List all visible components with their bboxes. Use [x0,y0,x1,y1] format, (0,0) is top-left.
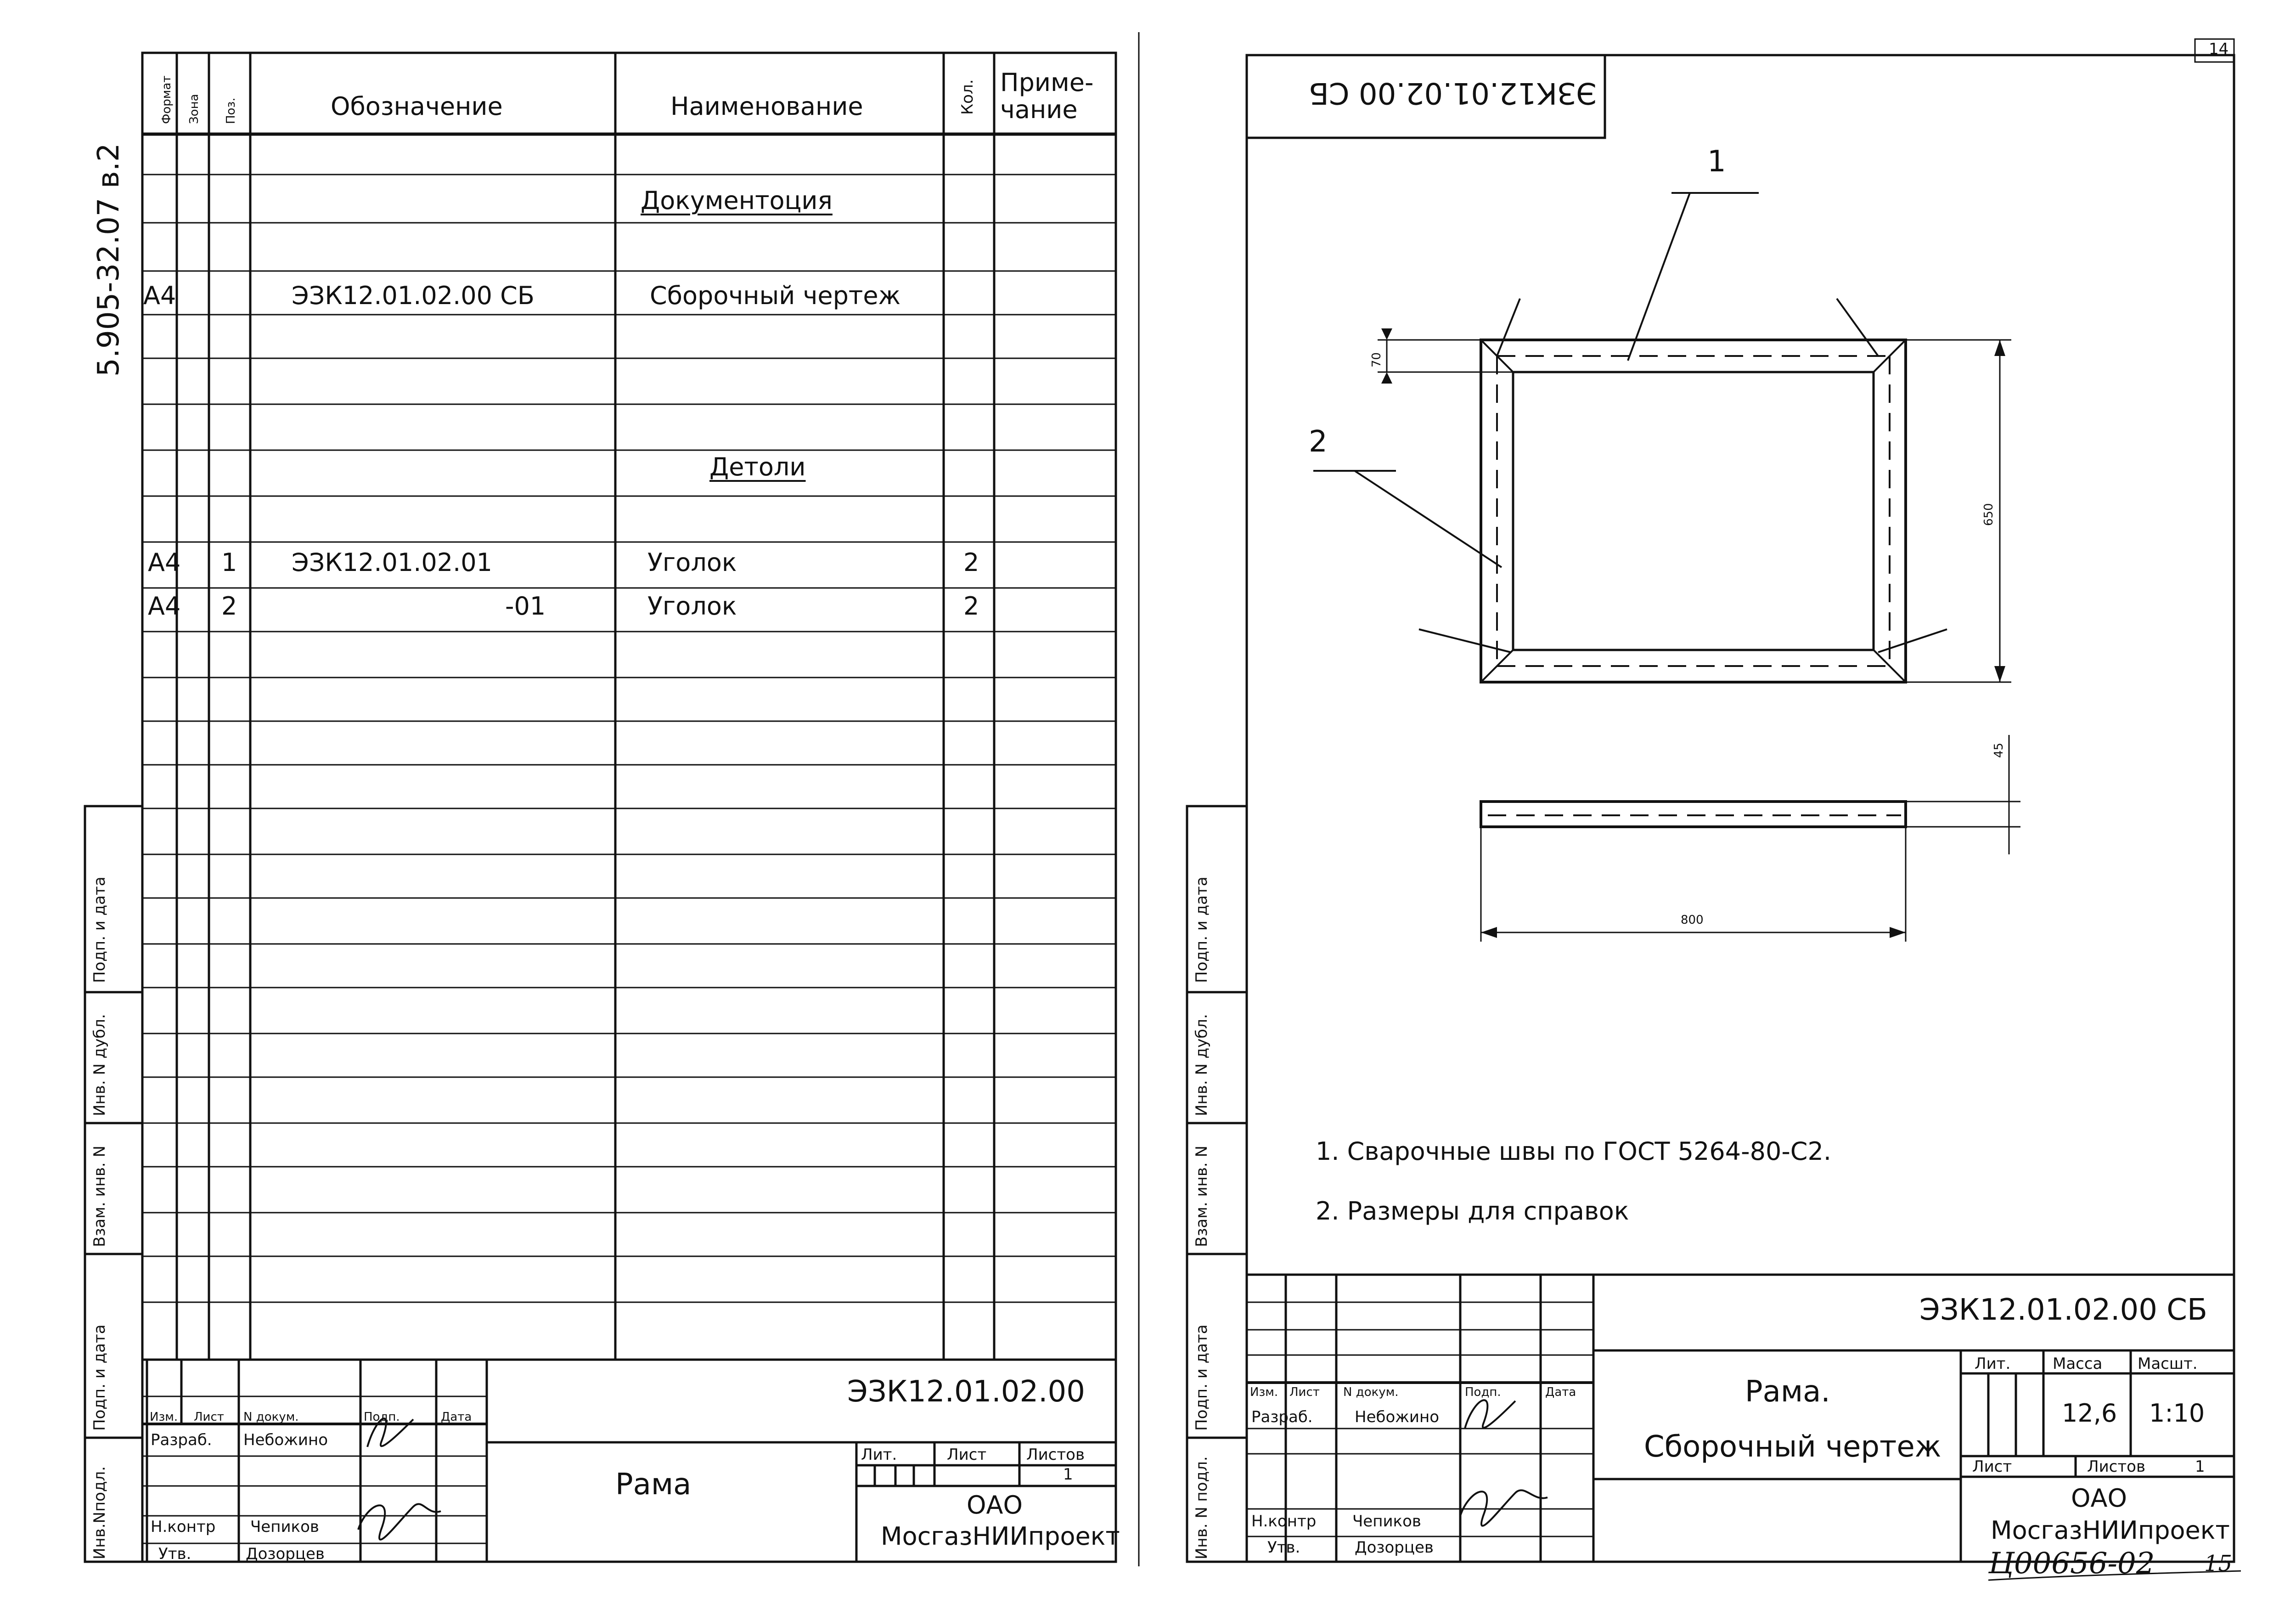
row-designation: -01 [505,592,546,621]
org-line-2: МосгазНИИпроект [1991,1516,2230,1545]
sheets-value: 1 [1063,1465,1073,1484]
scale-value: 1:10 [2149,1399,2205,1428]
role-approved: Утв. [1267,1538,1300,1557]
col-ndoc: N докум. [243,1410,299,1424]
row-position: 2 [221,592,237,621]
side-label-inv-dup: Инв. N дубл. [90,1014,109,1116]
lit-label: Лит. [861,1446,897,1464]
side-label-inv-original: Инв.Nподл. [90,1466,109,1559]
col-sign: Подп. [1465,1385,1501,1399]
stamp-code-inverted: ЭЗК12.01.02.00 СБ [1309,76,1597,110]
sheets-label: Листов [2087,1457,2146,1476]
sheets-label: Листов [1026,1446,1085,1464]
role-approved: Утв. [158,1545,191,1563]
header-zone: Зона [187,94,201,124]
dimension-70: 70 [1370,352,1384,367]
mass-value: 12,6 [2062,1399,2117,1428]
role-developer: Разраб. [1251,1408,1313,1426]
name-approved: Дозорцев [246,1545,325,1563]
header-name: Наименование [670,92,863,121]
frame-plan-view [1481,340,1906,682]
role-developer: Разраб. [151,1431,212,1449]
left-sheet-frame [142,53,1116,1562]
header-note: Приме- чание [1000,68,1094,124]
row-designation: ЭЗК12.01.02.01 [292,548,493,577]
margin-document-code: 5.905-32.07 в.2 [92,143,126,377]
title-block-name: Рама [615,1468,692,1502]
col-list: Лист [1289,1385,1320,1399]
right-sheet-frame [1247,55,2234,1562]
note-2: 2. Размеры для справок [1316,1197,1629,1226]
archive-page-number: 15 [2204,1551,2233,1576]
leader-label-1: 1 [1707,145,1726,179]
row-quantity: 2 [963,548,979,577]
name-developer: Небожино [1355,1408,1440,1426]
row-name: Сборочный чертеж [650,281,901,310]
leader-label-2: 2 [1309,425,1328,459]
col-date: Дата [441,1410,472,1424]
title-block-code: ЭЗК12.01.02.00 СБ [1919,1293,2207,1327]
side-label-replace-inv: Взам. инв. N [90,1146,109,1247]
scale-label: Масшт. [2138,1355,2198,1373]
row-position: 1 [221,548,237,577]
side-label-sign-date: Подп. и дата [1193,876,1211,983]
dimension-650: 650 [1982,503,1996,526]
org-line-1: ОАО [967,1491,1023,1519]
title-block-code: ЭЗК12.01.02.00 [847,1375,1085,1409]
col-list: Лист [194,1410,224,1424]
col-izm: Изм. [1250,1385,1278,1399]
spec-row-lines [142,175,1116,1302]
col-sign: Подп. [364,1410,400,1424]
role-norm-control: Н.контр [151,1518,216,1536]
header-position: Поз. [224,97,238,124]
dimension-lines [1378,340,2020,942]
side-label-sign-date: Подп. и дата [90,876,109,983]
sheet-label: Лист [1972,1457,2012,1476]
archive-stamp: Ц00656-02 [1988,1547,2155,1581]
title-block-name-line-2: Сборочный чертеж [1644,1430,1941,1464]
row-name: Уголок [647,548,737,577]
row-format: А4 [148,592,181,621]
header-format: Формат [160,75,174,124]
side-label-sign-date-2: Подп. и дата [90,1324,109,1431]
sheet-label: Лист [947,1446,987,1464]
row-quantity: 2 [963,592,979,621]
lit-label: Лит. [1975,1355,2011,1373]
side-label-inv-dup: Инв. N дубл. [1193,1014,1211,1116]
row-format: А4 [143,281,176,310]
leader-lines [1313,193,1947,652]
col-izm: Изм. [150,1410,178,1424]
dimension-45: 45 [1992,742,2006,758]
org-line-1: ОАО [2071,1484,2127,1513]
side-label-inv-original: Инв. N подл. [1193,1456,1211,1559]
page-number: 14 [2209,40,2229,58]
name-developer: Небожино [243,1431,328,1449]
header-designation: Обозначение [331,92,503,121]
row-name: Уголок [647,592,737,621]
col-date: Дата [1545,1385,1576,1399]
name-norm-control: Чепиков [1352,1512,1421,1531]
note-1: 1. Сварочные швы по ГОСТ 5264-80-С2. [1316,1137,1832,1166]
section-parts: Детоли [709,452,806,481]
side-label-replace-inv: Взам. инв. N [1193,1146,1211,1247]
sheets-value: 1 [2195,1457,2205,1476]
dimension-800: 800 [1681,913,1704,927]
section-documentation: Документоция [641,186,833,215]
role-norm-control: Н.контр [1251,1512,1317,1531]
header-quantity: Кол. [958,79,977,115]
org-line-2: МосгазНИИпроект [881,1522,1120,1551]
row-format: А4 [148,548,181,577]
title-block-name-line-1: Рама. [1745,1375,1830,1409]
name-norm-control: Чепиков [250,1518,319,1536]
side-label-sign-date-2: Подп. и дата [1193,1324,1211,1431]
name-approved: Дозорцев [1355,1538,1434,1557]
row-designation: ЭЗК12.01.02.00 СБ [292,281,535,310]
col-ndoc: N докум. [1343,1385,1399,1399]
mass-label: Масса [2053,1355,2103,1373]
